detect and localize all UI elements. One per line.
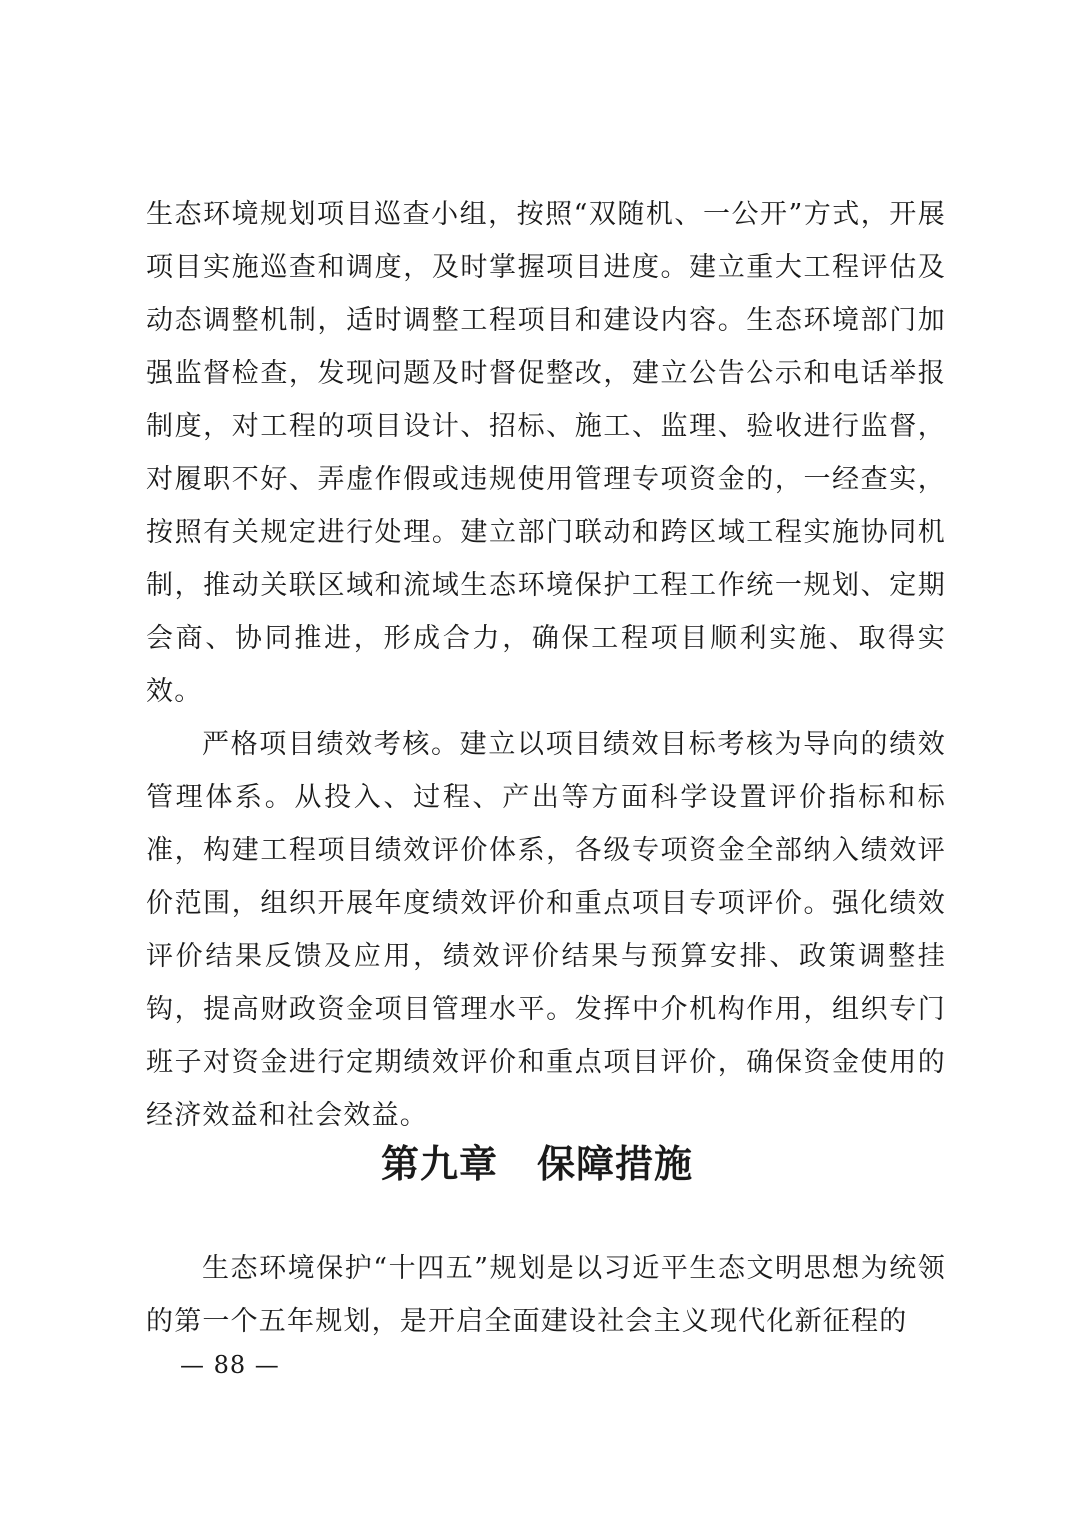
page-number: — 88 — [180, 1351, 280, 1379]
body-text-section-1 [146, 188, 946, 1142]
body-text-section-2 [146, 1242, 946, 1348]
paragraph-project-supervision: 生态环境规划项目巡查小组，按照“双随机、一公开”方式，开展项目实施巡查和调度，及时掌握项目进度。建立重大工程评估及动态调整机制，适时调整工程项目和建设内容。生态环境部门加强监督检查，发现问题及时督促整改，建立公告公示和电话举报制度，对工程的项目设计、招标、施工、监理、验收进行监督，对履职不好、弄虚作假或违规使用管理专项资金的，一经查实，按照有关规定进行处理。建立部门联动和跨区域工程实施协同机制，推动关联区域和流域生态环境保护工程工作统一规划、定期会商、协同推进，形成合力，确保工程项目顺利实施、取得实效。 [146, 199, 946, 707]
paragraph-chapter-intro: 生态环境保护“十四五”规划是以习近平生态文明思想为统领的第一个五年规划，是开启全面建设社会主义现代化新征程的 [146, 1253, 946, 1337]
chapter-title: 第九章 保障措施 [380, 1141, 693, 1186]
paragraph-performance-assessment: 严格项目绩效考核。建立以项目绩效目标考核为导向的绩效管理体系。从投入、过程、产出等方面科学设置评价指标和标准，构建工程项目绩效评价体系，各级专项资金全部纳入绩效评价范围，组织开展年度绩效评价和重点项目专项评价。强化绩效评价结果反馈及应用，绩效评价结果与预算安排、政策调整挂钩，提高财政资金项目管理水平。发挥中介机构作用，组织专门班子对资金进行定期绩效评价和重点项目评价，确保资金使用的经济效益和社会效益。 [146, 729, 946, 1131]
